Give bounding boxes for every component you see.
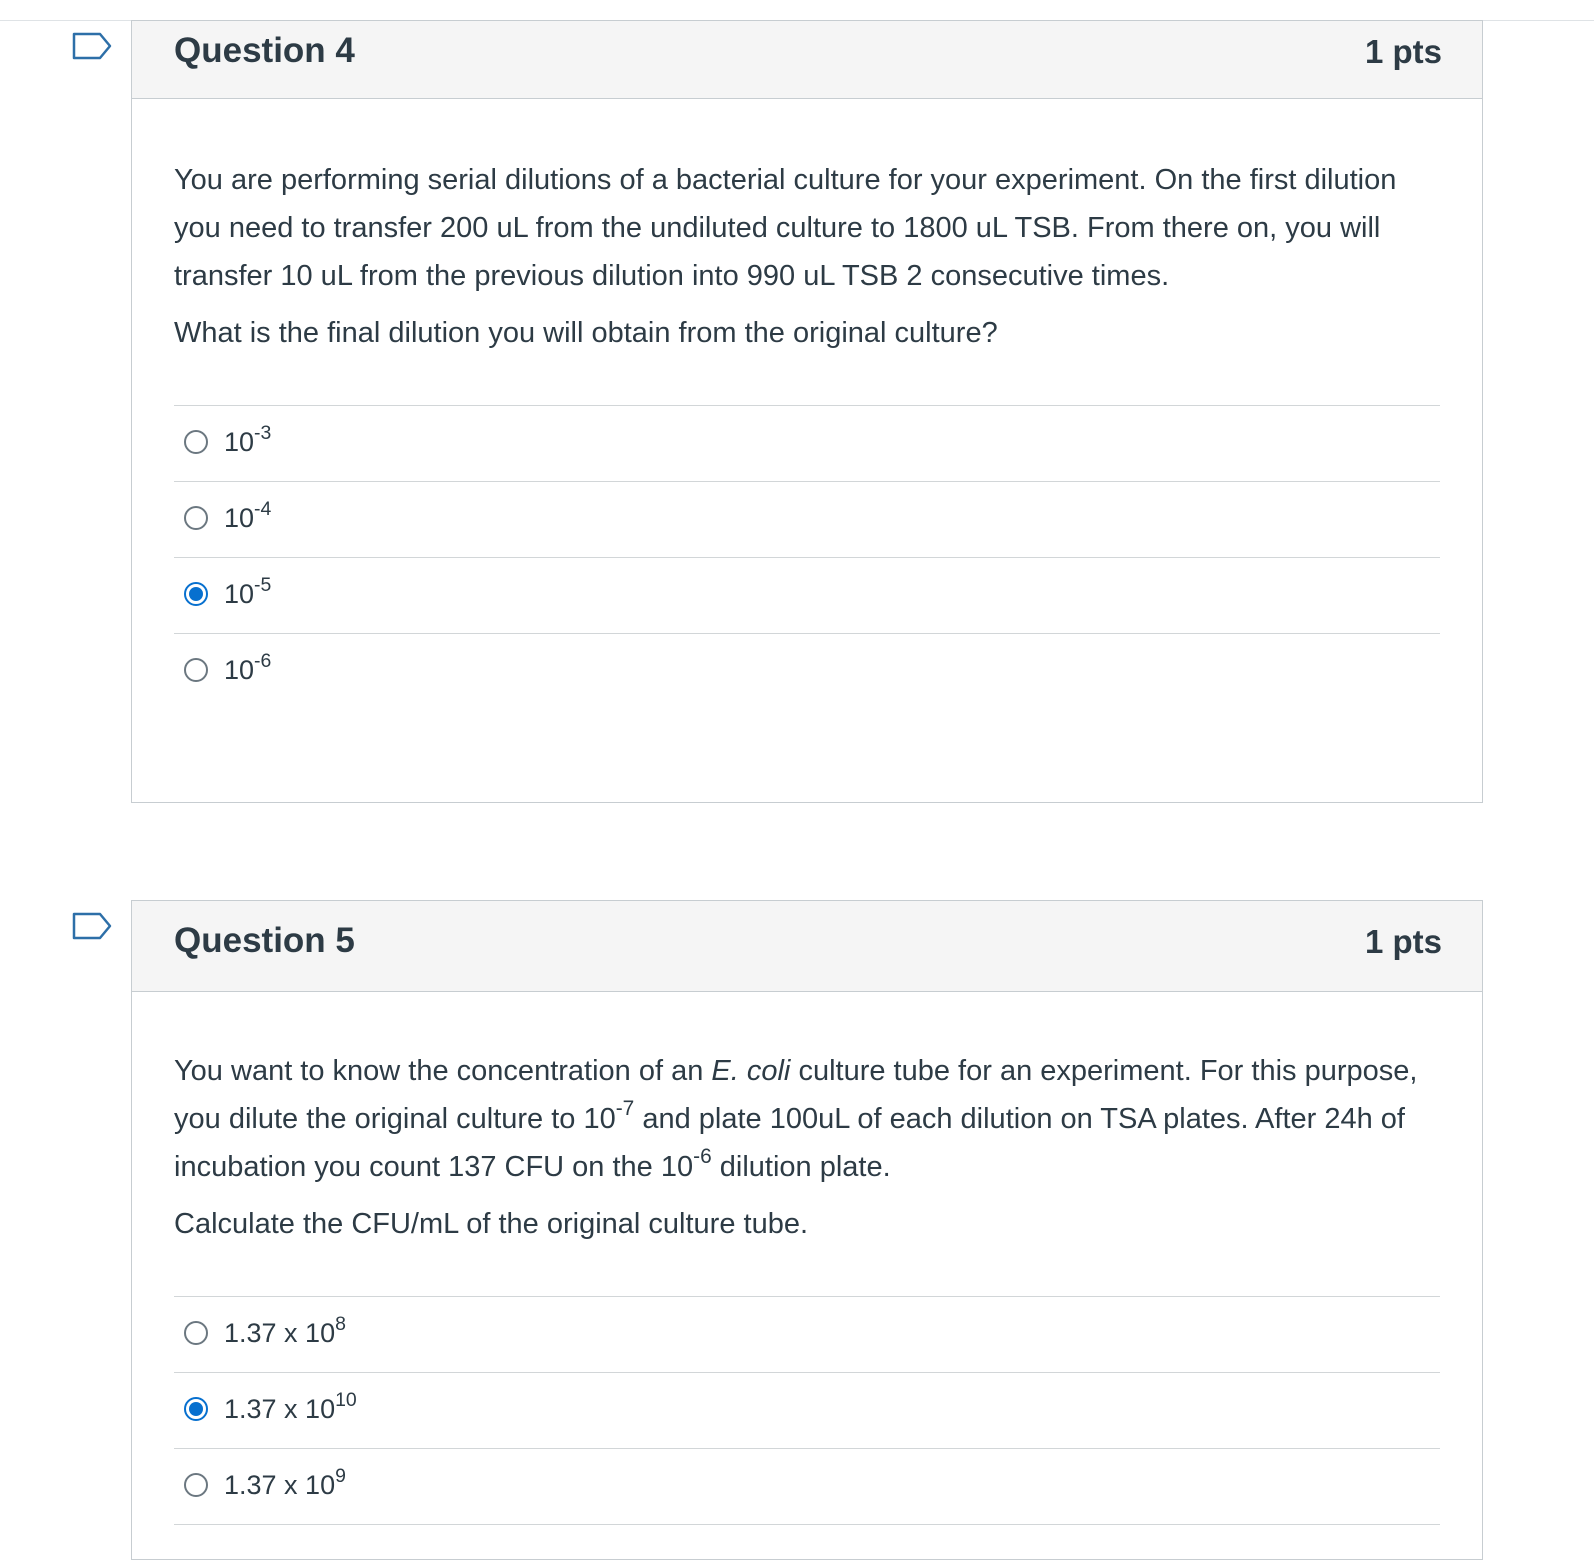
radio-button[interactable] — [184, 658, 208, 682]
radio-button[interactable] — [184, 506, 208, 530]
answer-label[interactable]: 1.37 x $10^{10}$ — [224, 1389, 357, 1424]
question-body — [132, 1047, 1482, 1525]
answer-label[interactable]: 1.37 x $10^9$ — [224, 1465, 346, 1500]
answer-option[interactable] — [174, 634, 1440, 709]
question-header — [132, 901, 1482, 992]
flag-question-5-icon[interactable] — [72, 912, 112, 940]
question-text: You are performing serial dilutions of a bacterial culture for your experiment. On the first dilution you need to transfer 200 uL from the undiluted culture to 1800 uL TSB. From there on, you will transfer 10 uL from the previous dilution into 990 uL TSB 2 consecutive times. — [174, 164, 1397, 292]
question-points: 1 pts — [1364, 923, 1442, 960]
question-prompt: Calculate the CFU/mL of the original culture tube. — [174, 1208, 809, 1240]
question-body — [132, 156, 1482, 709]
answer-label[interactable]: $10^{-3}$ — [224, 422, 272, 457]
question-prompt: What is the final dilution you will obtain from the original culture? — [174, 317, 998, 349]
answer-option[interactable] — [174, 482, 1440, 558]
question-points: 1 pts — [1364, 33, 1442, 70]
radio-button[interactable] — [184, 430, 208, 454]
question-text: You want to know the concentration of an E. coli culture tube for an experiment. For this purpose, you dilute the original culture to $10^{-7}$ and plate 100uL of each dilution on TSA plates. After 24h of incubation you count 137 CFU on the $10^{-6}$ dilution plate. — [174, 1055, 1418, 1183]
answer-option[interactable] — [174, 1373, 1440, 1449]
question-title: Question 4 — [174, 31, 355, 70]
answer-list — [174, 405, 1440, 709]
radio-button[interactable] — [184, 1321, 208, 1345]
answer-label[interactable]: 1.37 x $10^8$ — [224, 1313, 346, 1348]
answer-option[interactable] — [174, 406, 1440, 482]
answer-option[interactable] — [174, 1297, 1440, 1373]
answer-label[interactable]: $10^{-5}$ — [224, 574, 272, 609]
answer-label[interactable]: $10^{-4}$ — [224, 498, 272, 533]
answer-option[interactable] — [174, 1449, 1440, 1525]
radio-button-selected[interactable] — [184, 582, 208, 606]
answer-option[interactable] — [174, 558, 1440, 634]
answer-label[interactable]: $10^{-6}$ — [224, 650, 272, 685]
question-4 — [131, 20, 1483, 803]
question-title: Question 5 — [174, 921, 355, 960]
flag-question-4-icon[interactable] — [72, 32, 112, 60]
answer-list — [174, 1296, 1440, 1525]
question-header — [132, 21, 1482, 99]
radio-button[interactable] — [184, 1473, 208, 1497]
radio-button-selected[interactable] — [184, 1397, 208, 1421]
question-5 — [131, 900, 1483, 1560]
